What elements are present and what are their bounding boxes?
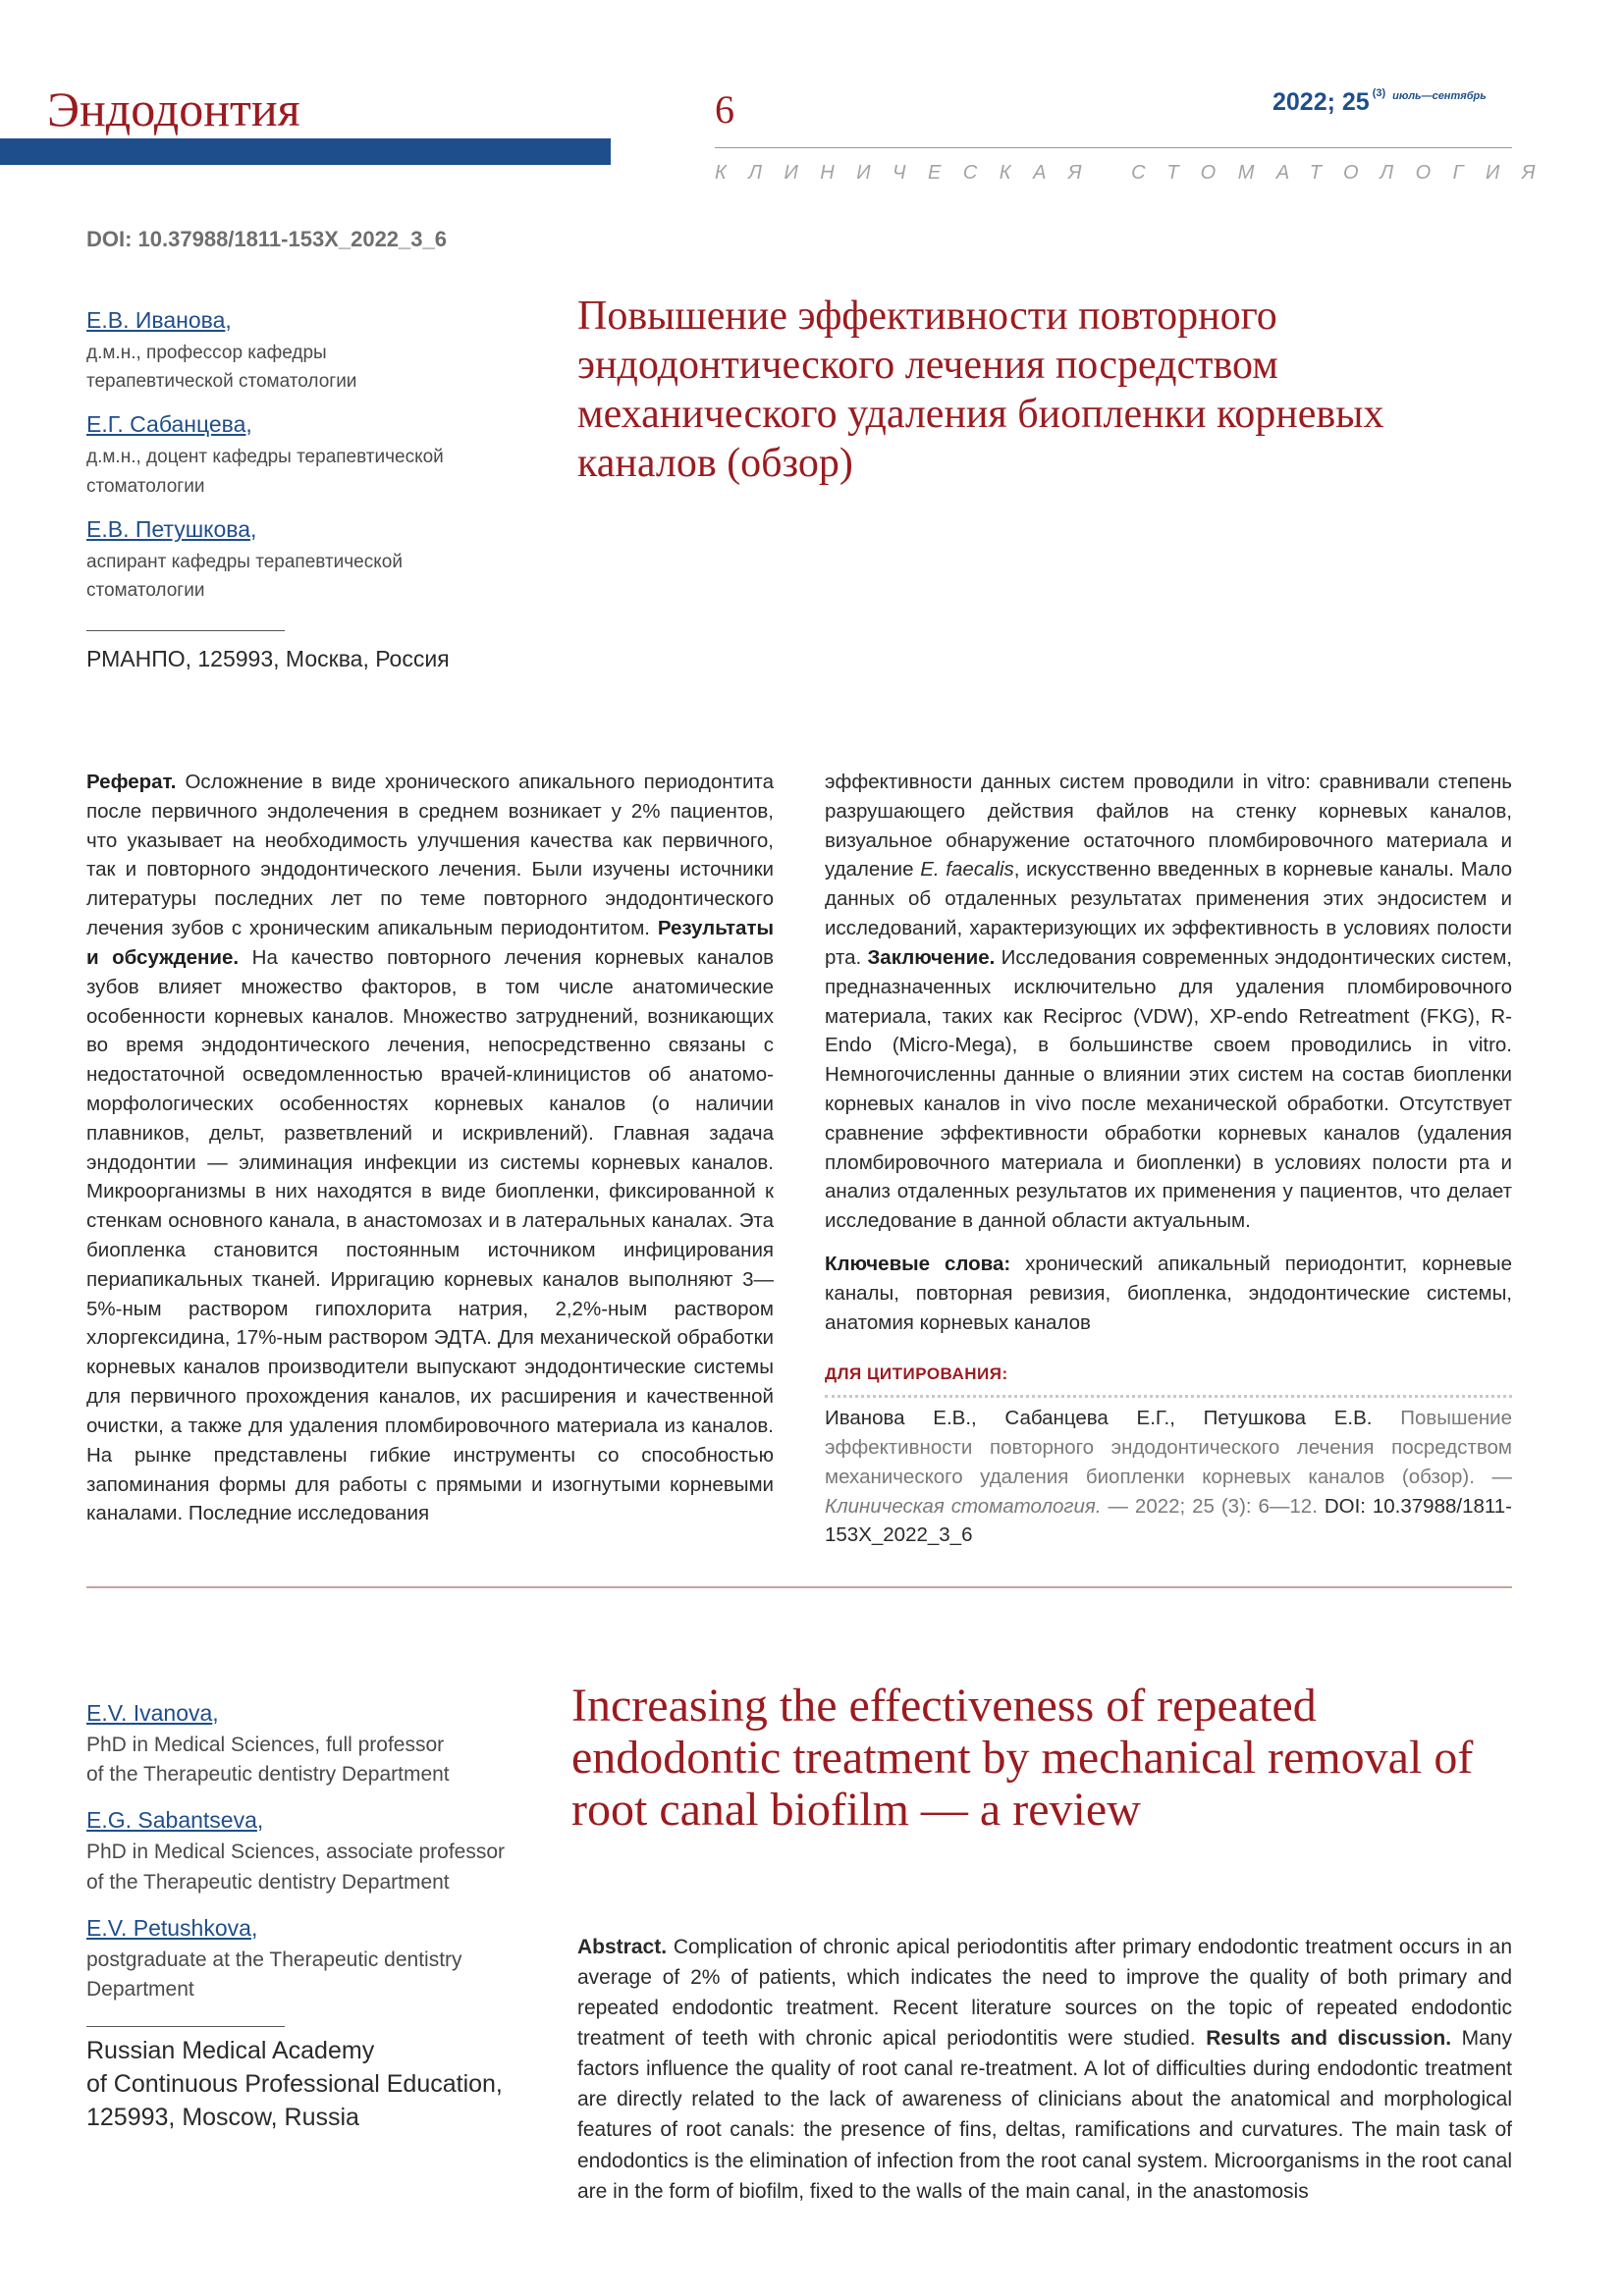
citation-label: ДЛЯ ЦИТИРОВАНИЯ: bbox=[825, 1364, 1008, 1384]
author-affiliation: терапевтической стоматологии bbox=[86, 371, 357, 393]
author-affiliation: PhD in Medical Sciences, full professor bbox=[86, 1733, 445, 1756]
author-affiliation: стоматологии bbox=[86, 579, 205, 601]
abstract-ru-right bbox=[825, 768, 1512, 1550]
citation-doi: DOI: 10.37988/1811-153X_2022_3_6 bbox=[825, 1494, 1512, 1547]
label-abstract: Abstract. bbox=[577, 1936, 668, 1958]
citation-journal: Клиническая стоматология. bbox=[825, 1494, 1102, 1518]
abstract-ru-left bbox=[86, 768, 774, 1528]
author-affiliation: Department bbox=[86, 1977, 194, 2001]
page-number: 6 bbox=[715, 87, 734, 132]
author-ru-3: Е.В. Петушкова, аспирант кафедры терапевтической стоматологии bbox=[86, 516, 538, 605]
citation-authors: Иванова Е.В., Сабанцева Е.Г., Петушкова Е.В. bbox=[825, 1407, 1373, 1430]
author-name-link[interactable]: E.V. Ivanova bbox=[86, 1700, 213, 1726]
authors-ru bbox=[86, 307, 538, 676]
citation-ref: — 2022; 25 (3): 6—12. bbox=[1108, 1494, 1318, 1518]
year-volume: 2022; 25 bbox=[1272, 88, 1370, 116]
species-name: E. faecalis bbox=[920, 858, 1014, 881]
author-affiliation: postgraduate at the Therapeutic dentistry bbox=[86, 1948, 462, 1971]
abstract-en-results: Many factors influence the quality of root canal re-treatment. A lot of difficulties during endodontic treatment are directly related to the lack of awareness of clinicians about the anatomical and morphological features of root canals: the presence of fins, deltas, ramifications and curvatures. The main task of endodontics is the elimination of infection from the root canal system. Microorganisms in the root canal are in the form of biofilm, fixed to the walls of the main canal, in the anastomosis bbox=[577, 2027, 1512, 2203]
author-en-1: E.V. Ivanova, PhD in Medical Sciences, full professor of the Therapeutic dentistry Department bbox=[86, 1700, 538, 1789]
article-title-ru: Повышение эффективности повторного эндодонтического лечения посредством механического удаления биопленки корневых каналов (обзор) bbox=[577, 294, 1384, 486]
issue-info bbox=[1272, 87, 1487, 116]
author-affiliation: д.м.н., доцент кафедры терапевтической bbox=[86, 447, 444, 468]
institution-en: Russian Medical Academy of Continuous Professional Education, 125993, Moscow, Russia bbox=[86, 2037, 503, 2131]
abstract-ru-conclusion: Исследования современных эндодонтических систем, предназначенных исключительно для удаления пломбировочного материала, таких как Reciproc (VDW), XP-endo Retreatment (FKG), R-Endo (Micro-Mega), в большинстве своем проводились in vitro. Немногочисленны данные о влиянии этих систем на состав биопленки корневых каналов in vivo после механической обработки. Отсутствует сравнение эффективности обработки корневых каналов (удаления пломбировочного материала и биопленки) в условиях полости рта и анализ отдаленных результатов их применения у пациентов, что делает исследование в данной области актуальным. bbox=[825, 945, 1512, 1233]
label-referat: Реферат. bbox=[86, 771, 177, 793]
authors-divider bbox=[86, 2026, 285, 2027]
author-ru-2: Е.Г. Сабанцева, д.м.н., доцент кафедры терапевтической стоматологии bbox=[86, 411, 538, 500]
citation-title: Повышение эффективности повторного эндодонтического лечения посредством механического удаления биопленки корневых каналов (обзор). — bbox=[825, 1407, 1512, 1488]
author-affiliation: of the Therapeutic dentistry Department bbox=[86, 1870, 450, 1894]
author-affiliation: аспирант кафедры терапевтической bbox=[86, 551, 403, 572]
author-name-link[interactable]: Е.В. Иванова bbox=[86, 307, 226, 333]
citation-text bbox=[825, 1404, 1512, 1550]
author-name-link[interactable]: Е.В. Петушкова bbox=[86, 515, 251, 542]
issue-number: (3) bbox=[1372, 87, 1386, 99]
author-affiliation: д.м.н., профессор кафедры bbox=[86, 342, 327, 363]
abstract-ru-intro: Осложнение в виде хронического апикального периодонтита после первичного эндолечения в среднем возникает у 2% пациентов, что указывает на необходимость улучшения качества как первичного, так и повторного эндодонтического лечения. Были изучены источники литературы последних лет по теме повторного эндодонтического лечения зубов с хроническим апикальным периодонтитом. bbox=[86, 771, 774, 940]
institution-ru: РМАНПО, 125993, Москва, Россия bbox=[86, 646, 450, 672]
author-ru-1: Е.В. Иванова, д.м.н., профессор кафедры терапевтической стоматологии bbox=[86, 307, 538, 396]
author-affiliation: PhD in Medical Sciences, associate professor bbox=[86, 1841, 506, 1864]
author-name-link[interactable]: E.G. Sabantseva bbox=[86, 1807, 257, 1834]
header-rule bbox=[715, 147, 1512, 148]
issue-period: июль—сентябрь bbox=[1392, 90, 1487, 102]
abstract-ru-results: На качество повторного лечения корневых каналов зубов влияет множество факторов, в том числе анатомические особенности корневых каналов. Множество затруднений, возникающих во время эндодонтического лечения, непосредственно связаны с недостаточной осведомленностью врачей-клиницистов об анатомо-морфологических особенностях корневых каналов (о наличии плавников, дельт, разветвлений и искривлений). Главная задача эндодонтии — элиминация инфекции из системы корневых каналов. Микроорганизмы в них находятся в виде биопленки, фиксированной к стенкам основного канала, в анастомозах и в латеральных каналах. Эта биопленка становится постоянным источником инфицирования периапикальных тканей. Ирригацию корневых каналов выполняют 3—5%-ным раствором гипохлорита натрия, 2,2%-ным раствором хлоргексидина, 17%-ным раствором ЭДТА. Для механической обработки корневых каналов производители выпускают эндодонтические системы для первичного прохождения каналов, их расширения и качественной очистки, а также для удаления пломбировочного материала из каналов. На рынке представлены гибкие инструменты со способностью запоминания формы для работы с прямыми и изогнутыми корневыми каналами. Последние исследования bbox=[86, 945, 774, 1525]
author-name-link[interactable]: Е.Г. Сабанцева bbox=[86, 411, 246, 438]
label-keywords: Ключевые слова: bbox=[825, 1253, 1011, 1275]
label-results: Результаты и обсуждение. bbox=[86, 917, 774, 969]
authors-en bbox=[86, 1700, 538, 2135]
section-color-bar bbox=[0, 138, 611, 165]
label-conclusion: Заключение. bbox=[867, 945, 996, 969]
section-title: Эндодонтия bbox=[47, 81, 300, 136]
label-results-en: Results and discussion. bbox=[1206, 2027, 1452, 2051]
language-divider bbox=[86, 1586, 1512, 1588]
doi: DOI: 10.37988/1811-153X_2022_3_6 bbox=[86, 227, 447, 251]
article-title-en: Increasing the effectiveness of repeated endodontic treatment by mechanical removal of root canal biofilm — a review bbox=[571, 1680, 1474, 1836]
citation-dotted-rule bbox=[825, 1395, 1512, 1398]
author-name-link[interactable]: E.V. Petushkova bbox=[86, 1914, 251, 1941]
author-en-2: E.G. Sabantseva, PhD in Medical Sciences, associate professor of the Therapeutic dentistry Department bbox=[86, 1807, 538, 1896]
authors-divider bbox=[86, 630, 285, 631]
keywords-text: хронический апикальный периодонтит, корневые каналы, повторная ревизия, биопленка, эндодонтические системы, анатомия корневых каналов bbox=[825, 1253, 1512, 1334]
author-affiliation: of the Therapeutic dentistry Department bbox=[86, 1763, 450, 1787]
author-affiliation: стоматологии bbox=[86, 475, 205, 497]
abstract-en-intro: Complication of chronic apical periodontitis after primary endodontic treatment occurs in an average of 2% of patients, which indicates the need to improve the quality of both primary and repeated endodontic treatment. Recent literature sources on the topic of repeated endodontic treatment of teeth with chronic apical periodontitis were studied. bbox=[577, 1936, 1512, 2051]
abstract-ru-continuation: эффективности данных систем проводили in vitro: сравнивали степень разрушающего действия файлов на стенку корневых каналов, визуальное обнаружение остаточного пломбировочного материала и удаление E. faecalis, искусственно введенных в корневые каналы. Мало данных об отдаленных результатах применения этих эндосистем и исследований, характеризующих их эффективность в условиях полости рта. Заключение. Исследования современных эндодонтических систем, предназначенных исключительно для удаления пломбировочного материала, таких как Reciproc (VDW), XP-endo Retreatment (FKG), R-Endo (Micro-Mega), в большинстве своем проводились in vitro. Немногочисленны данные о влиянии этих систем на состав биопленки корневых каналов in vivo после механической обработки. Отсутствует сравнение эффективности обработки корневых каналов (удаления пломбировочного материала и биопленки) в условиях полости рта и анализ отдаленных результатов их применения у пациентов, что делает исследование в данной области актуальным. bbox=[825, 771, 1513, 1233]
author-en-3: E.V. Petushkova, postgraduate at the Therapeutic dentistry Department bbox=[86, 1915, 538, 2004]
journal-name: КЛИНИЧЕСКАЯ СТОМАТОЛОГИЯ bbox=[715, 162, 1557, 184]
keywords-ru bbox=[825, 1250, 1512, 1337]
abstract-en bbox=[577, 1932, 1512, 2207]
